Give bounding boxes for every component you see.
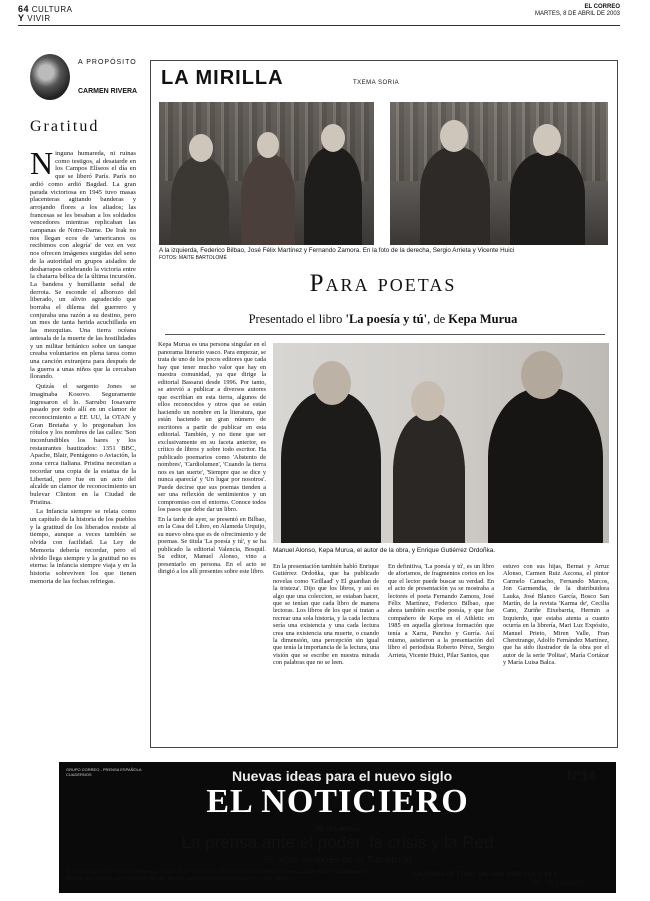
subhead-rule xyxy=(165,334,605,335)
photo-credit: FOTOS: MAITE BARTOLOMÉ xyxy=(159,255,227,261)
paper-name: EL CORREO xyxy=(584,4,620,10)
article-paragraph: En definitiva, 'La poesía y tú', es un libro de aforismos, de fragmentos cortos en los que el lector puede buscar su verdad. En el acto de presentación ya se mostraba a lectores el poeta Fernando Zamora, José Félix Martínez, Federico Bilbao, que ahora también escribe poesía, y que fue compañero de Kepa en el Athletic en 1985 en aquella gloriosa formación que tenía a Xarra, Pancho y Gurría. Así mismo, asistieron a la presentación del libro el periodista Roberto Pérez, Sergio Arrieta, Vicente Huici, Pilar Santos, que xyxy=(388,563,494,659)
ad-phone: TEL: 91 748 19 01 xyxy=(530,880,586,887)
ad-issue-number: Nº14 xyxy=(567,768,596,783)
article-paragraph: Kepa Murua es una persona singular en el panorama literario vasco. Para empezar, se trata de uno de los pocos editores que cada hay que tener mucho valor que hay en nuestra comunidad, ya que dirige la editorial Bassarai desde 1996. Por tanto, se atrevió a publicar a diversos autores que escribían en esta tierra, algunos de ellos reconocidos y otros que se están haciendo un nombre en la literatura, que están haciendo un gran número de escritores a partir de publicar en esta editorial. También, y no tiene que ser exclusivamente en su faceta anterior, es crítico de libros y sobre todo escritor. Ha publicado poemarios como 'Abstento de nombres', 'Cardiolumen', 'Cuando la tierra nos es tan suerte', 'Siempre que se dice y nunca aparecía' y 'Un lugar por nosotros'. Puede decirse que sus poemas tienden a ser una reflexión de sentimientos y un compromiso con el entorno. Conoce todos los pasos que debe dar un libro. xyxy=(158,341,266,513)
article-intro xyxy=(158,341,266,737)
event-photo xyxy=(273,343,609,543)
event-photo-caption: Manuel Alonso, Kepa Murua, el autor de la obra, y Enrique Gutiérrez Ordoñka. xyxy=(273,547,496,554)
header-divider xyxy=(18,25,620,26)
dropcap: N xyxy=(30,150,54,181)
ad-tagline: de las ideas xyxy=(314,824,361,833)
section-name: CULTURA xyxy=(31,5,73,14)
ad-publisher-line: GRUPO CORREO - PRENSA ESPAÑOLA xyxy=(66,767,142,772)
book-title: 'La poesía y tú' xyxy=(345,312,428,326)
mirilla-caption-text: A la izquierda, Federico Bilbao, José Félix Martínez y Fernando Zamora. En la foto de la derecha, Sergio Arrieta y Vicente Huici xyxy=(159,247,515,254)
article-column-2 xyxy=(388,563,494,739)
mirilla-title: LA MIRILLA xyxy=(161,67,284,89)
mirilla-author: TXEMA SORIA xyxy=(353,80,400,86)
ad-subscribe: SUSCRÍBASE TODO UN AÑO POR SOLO 24 € xyxy=(410,871,558,878)
page-number: 64 xyxy=(18,4,30,14)
column-body xyxy=(30,150,136,748)
subhead-mid: , de xyxy=(427,312,449,326)
article-headline: Para poetas xyxy=(309,270,457,297)
masthead xyxy=(535,4,620,18)
ad-headline: La prensa ante el poder, la crisis y la Red xyxy=(181,833,494,852)
article-column-3 xyxy=(503,563,609,739)
issue-date: MARTES, 8 DE ABRIL DE 2003 xyxy=(534,11,620,17)
column-paragraph: La Infancia siempre se relata como un capítulo de la historia de los pueblos y la gratitud de los liberados resiste al tiempo, aunque a veces también se olvida con facilidad. La Ley de Memoria debería recordar, pero el olvido llega siempre y la gratitud no es eterna: la infancia siempre viaja y en la historia sobreviven los que tienen memoria de las fechas refriegas. xyxy=(30,508,136,585)
mirilla-caption xyxy=(159,247,614,262)
column-kicker: A PROPÓSITO xyxy=(78,59,137,66)
ad-subheadline: 25 años después de la Transición xyxy=(263,855,412,866)
ad-footer: Mario Onaindía, Roberto Velasco, José Luis Villacañas, Santiago Fernández Ardanaz, Juan Pedro Quiñonero y Rafael del Águila son algunas de las firmas que también colaboran en este número xyxy=(66,869,370,882)
article-subhead xyxy=(150,312,616,327)
section-name-2: VIVIR xyxy=(27,14,51,23)
article-paragraph: En la tarde de ayer, se presentó en Bilbao, en la Casa del Libro, en Alameda Urquijo, su nuevo obra que es de ofrecimiento y de poemas. Se titula 'La poesía y tú', y se ha publicado la editorial Valencia, Bosquil. Su editor, Manuel Alonso, vino a presentarlo en persona. En el acto se dirigió a los allí presentes sobre este libro. xyxy=(158,515,266,575)
photo-right xyxy=(390,102,608,245)
section-header xyxy=(18,5,72,23)
article-paragraph: estuvo con sus hijas, Bernat y Arruz Alonso, Carmen Ruiz Azcona, el pintor Carmelo Camacho, Fernando Marcos, Jon Garmendia, de la distribuidora Lauka, José Blanco García, Bosco San Martín, de la revista 'Karma de', Cecilia Cano, Zuriñe Etxebarria, Hermin a Izquierdo, que estaba atenta a cuanto ocurría en la librería, Mari Luz Expósito, Manuel Prieto, Miren Valle, Fran Cheretrange, Adolfo Fernández Martínez, que ha sido ilustrador de la obra por el autor de la serie 'Politas', María Cortázar y María Luisa Balca. xyxy=(503,563,609,667)
subhead-prefix: Presentado el libro xyxy=(248,312,346,326)
author-name: CARMEN RIVERA xyxy=(78,88,138,95)
book-author: Kepa Murua xyxy=(448,312,518,326)
author-photo xyxy=(30,54,70,100)
ad-publisher xyxy=(66,767,142,777)
byline xyxy=(78,58,137,96)
section-mark: Y xyxy=(18,13,25,23)
column-paragraph: inguna humareda, ni ruinas como testigos, al desatarde en los Campos Elíseos el día en que se liberó París. París no ardió como ardió Bagdad. La gran parada victoriosa en 1945 tuvo masas placenteras agitando banderas y arrojando flores a los aliados; las francesas se les besaban a los soldados vencedores mientras replicaban las campanas de Notre-Dame. De Irak no nos llegan ecos de 'americanos os recibimos con alegría' de vez en vez nos ofrecen imágenes surgidas del seno de la autoridad en grupos aislados de desharrapos celebrando la victoria entre la chatarra bélica de la última incursión. La bandera y humillante señal de derrota. Se esconde el alborozo del liberado, un alivio agradecido que borraba el dilema del guerrero y conjuraba una razón a su destino, pero un mes de tanta herida acuchillada en las mezquitas. Una tierra océana antesala de la muerte de las hostilidades y un militar británico sobre un tanque creaba voluntarios en plena tarea como una canción extranjera para después de la guerra a unas niños que la cercaban llorando. xyxy=(30,150,136,381)
column-title: Gratitud xyxy=(30,118,100,135)
ad-publisher-line-2: CUADERNOS xyxy=(66,772,92,777)
ad-top-line: Nuevas ideas para el nuevo siglo xyxy=(232,768,453,784)
ad-title: EL NOTICIERO xyxy=(206,783,469,820)
article-column-1 xyxy=(273,563,379,739)
column-paragraph: Quizás el sargento Jones se imaginaba Kosovo. Seguramente ingresaron el lo. Sarrubo Iosavarre pasado por todo allí en un clamor de reconocimiento a EE UU, la OTAN y Gran Bretaña y lo pregonaban los rótulos y los nombres de las calles: 'Son inconfundibles los bares y los restaurantes bautizados: 1351 BBC, Apache, Blair, Pentágono o Aviación, la zona cerca italiana. Pristina necesitan a recordar una copia de la estatua de la Libertad, pero fue en un acto del alcalde un clamor de reconocimiento un bulevar Clinton en la Ciudad de Pristina. xyxy=(30,383,136,506)
article-paragraph: En la presentación también habló Enrique Gutiérrez Ordoñka, que ha publicado novelas como 'Grillaad' y El guardian de la tristeza'. Dijo que los libros, y así es algo que una coleccion, se estaban hacer, que se tenían que cada libro de manera lectoras. Los libros de los que sí tratan a recrear una sola historia, y la cada lectura sería una existencia y una cada lectura crea una existencia una muerte, o cuando la dimensión, una percepción sin igual que tenía la importancia de la lectura, una visión que se escribe en nuestra mirada con palabras que no se leen. xyxy=(273,563,379,667)
photo-left xyxy=(159,102,374,245)
